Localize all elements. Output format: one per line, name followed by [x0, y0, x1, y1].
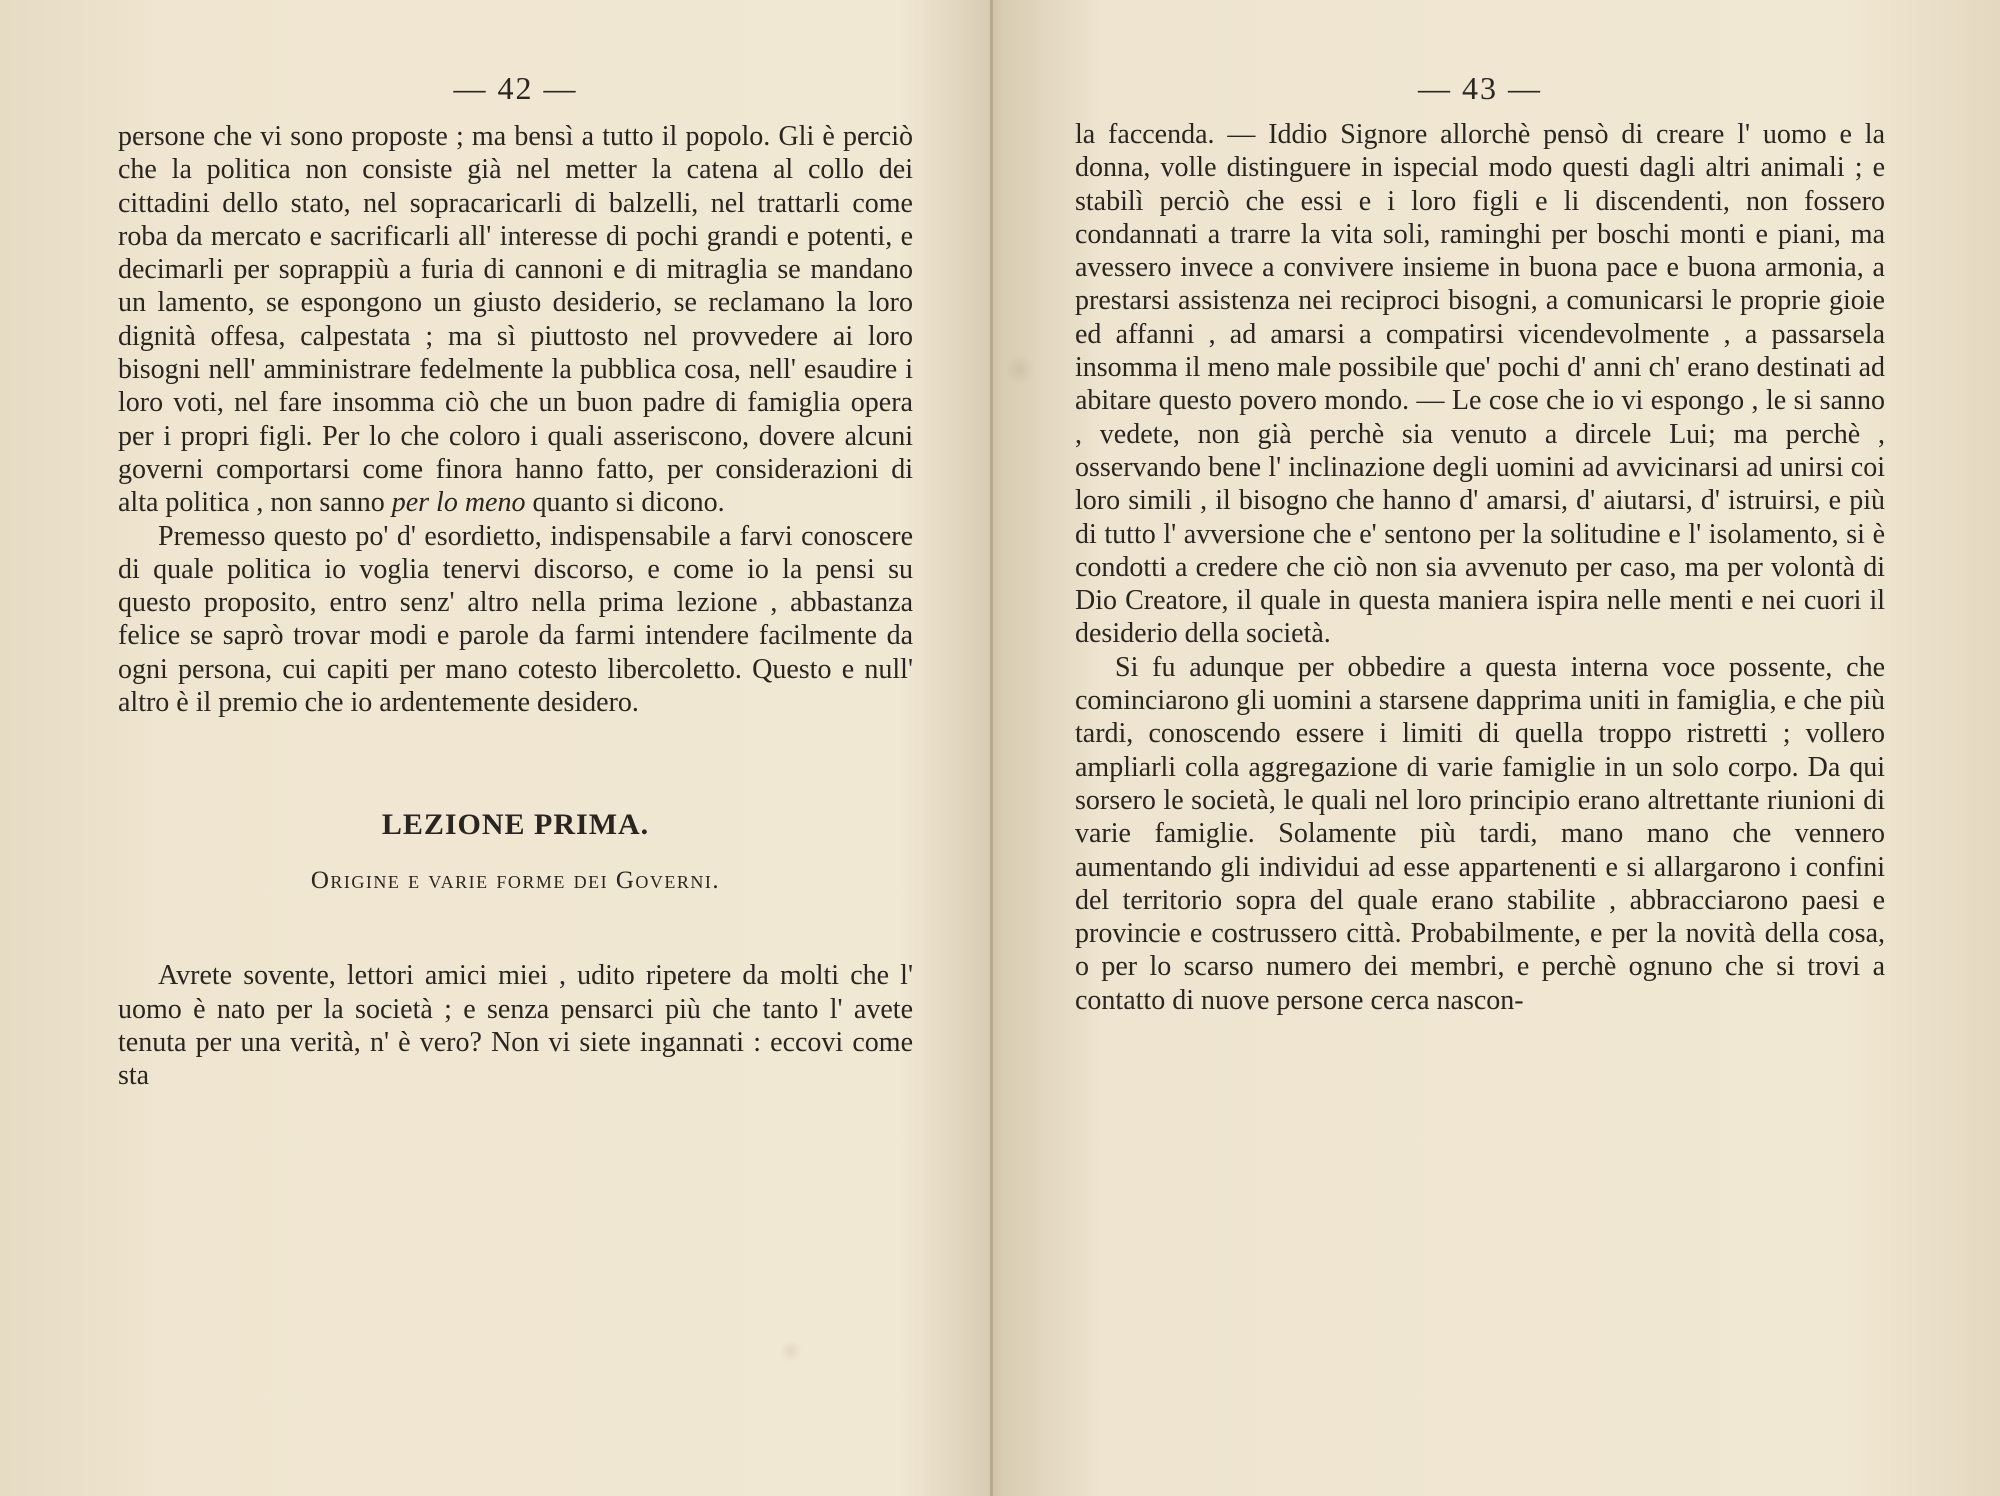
text-run: quanto si dicono. [525, 487, 725, 519]
paragraph: Premesso questo po' d' esordietto, indispensabile a farvi conoscere di quale politica io voglia tenervi discorso, e come io la pensi su questo proposito, entro senz' altro nella prima lezione , abbastanza felice se saprò trovar modi e parole da farmi intendere facilmente da ogni persona, cui capiti per mano cotesto libercoletto. Questo e null' altro è il premio che io ardentemente desidero. [118, 520, 913, 719]
paragraph: Avrete sovente, lettori amici miei , udito ripetere da molti che l' uomo è nato per la società ; e senza pensarci più che tanto l' avete tenuta per una verità, n' è vero? Non vi siete ingannati : eccovi come sta [118, 960, 913, 1092]
page-body [118, 120, 913, 1093]
book-gutter [990, 0, 993, 1496]
right-page [1075, 0, 1885, 1496]
chapter-heading: LEZIONE PRIMA. [381, 808, 650, 842]
text-run: persone che vi sono proposte ; ma bensì a tutto il popolo. Gli è perciò che la politica non consiste già nel metter la catena al collo dei cittadini dello stato, nel sopracaricarli di balzelli, nel trattarli come roba da mercato e sacrificarli all' interesse di pochi grandi e potenti, e decimarli per soprappiù a furia di cannoni e di mitraglia se mandano un lamento, se espongono un giusto desiderio, se reclamano la loro dignità offesa, calpestata ; ma sì piuttosto nel provvedere ai loro bisogni nell' amministrare fedelmente la pubblica cosa, nell' esaudire i loro voti, nel fare insomma ciò che un buon padre di famiglia opera per i propri figli. Per lo che coloro i quali asseriscono, dovere alcuni governi comportarsi come finora hanno fatto, per considerazioni di alta politica , non sanno [118, 121, 913, 519]
page-body [1075, 118, 1885, 1017]
page-stain [1005, 355, 1035, 385]
page-number: — 42 — [453, 70, 578, 106]
paragraph [118, 120, 913, 520]
paragraph: Si fu adunque per obbedire a questa interna voce possente, che cominciarono gli uomini a starsene dapprima uniti in famiglia, e che più tardi, conoscendo essere i limiti di quella troppo ristretti ; vollero ampliarli colla aggregazione di varie famiglie in un solo corpo. Da qui sorsero le società, le quali nel loro principio erano altrettante riunioni di varie famiglie. Solamente più tardi, mano mano che vennero aumentando gli individui ad esse appartenenti e si allargarono i confini del territorio sopra del quale erano stabilite , abbracciarono paesi e provincie e costrussero città. Probabilmente, e per la novità della cosa, o per lo scarso numero dei membri, e perchè ognuno che si trovi a contatto di nuove persone cerca nascon- [1075, 651, 1885, 1016]
left-page [118, 0, 913, 1496]
paragraph: la faccenda. — Iddio Signore allorchè pensò di creare l' uomo e la donna, volle distinguere in ispecial modo questi dagli altri animali ; e stabilì perciò che essi e i loro figli e li discendenti, non fossero condannati a trarre la vita soli, raminghi per boschi monti e piani, ma avessero invece a convivere insieme in buona pace e buona armonia, a prestarsi assistenza nei reciproci bisogni, a comunicarsi le proprie gioie ed affanni , ad amarsi a compatirsi vicendevolmente , a passarsela insomma il meno male possibile que' pochi d' anni ch' erano destinati ad abitare questo povero mondo. — Le cose che io vi espongo , le si sanno , vedete, non già perchè sia venuto a dircele Lui; ma perchè , osservando bene l' inclinazione degli uomini ad avvicinarsi ad unirsi coi loro simili , il bisogno che hanno d' amarsi, d' aiutarsi, d' istruirsi, e più di tutto l' avversione che e' sentono per la solitudine e l' isolamento, si è condotti a credere che ciò non sia avvenuto per caso, ma per volontà di Dio Creatore, il quale in questa maniera ispira nelle menti e nei cuori il desiderio della società. [1075, 119, 1885, 650]
chapter-subheading: Origine e varie forme dei Governi. [310, 867, 721, 895]
italic-text: per lo meno [391, 487, 526, 519]
page-number: — 43 — [1418, 70, 1542, 106]
